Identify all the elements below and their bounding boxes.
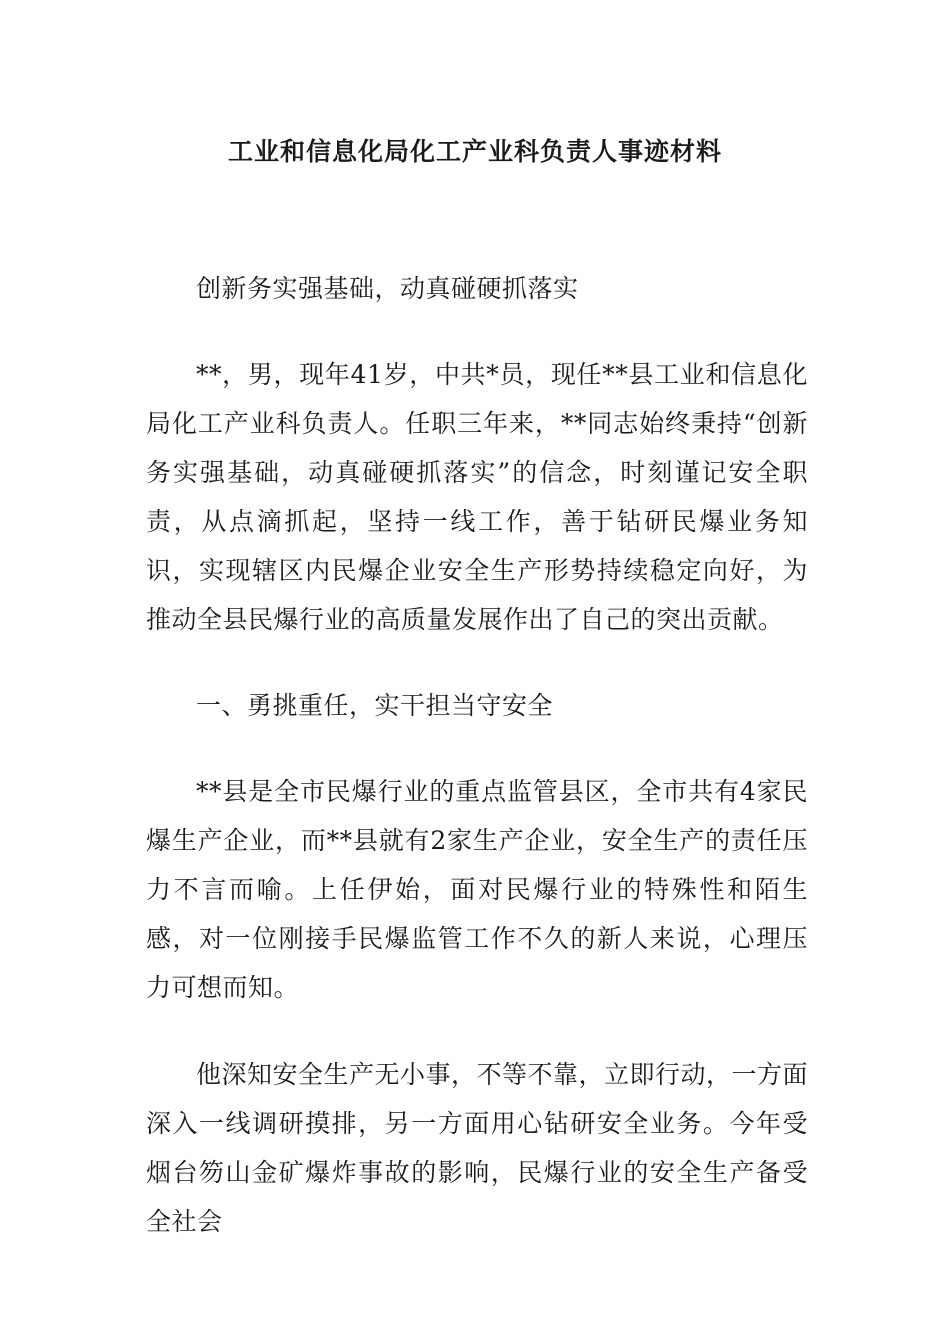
- document-subtitle: 创新务实强基础，动真碰硬抓落实: [196, 274, 579, 303]
- section-heading-1: 一、勇挑重任，实干担当守安全: [196, 691, 554, 720]
- paragraph-3: 他深知安全生产无小事，不等不靠，立即行动，一方面深入一线调研摸排，另一方面用心钻研安全业务。今年受烟台笏山金矿爆炸事故的影响，民爆行业的安全生产备受全社会: [146, 1060, 809, 1236]
- paragraph-2: **县是全市民爆行业的重点监管县区，全市共有4家民爆生产企业，而**县就有2家生产企业，安全生产的责任压力不言而喻。上任伊始，面对民爆行业的特殊性和陌生感，对一位刚接手民爆监管工作不久的新人来说，心理压力可想而知。: [146, 777, 808, 1002]
- paragraph-intro: **，男，现年41岁，中共*员，现任**县工业和信息化局化工产业科负责人。任职三年来，**同志始终秉持“创新务实强基础，动真碰硬抓落实”的信念，时刻谨记安全职责，从点滴抓起，坚持一线工作，善于钻研民爆业务知识，实现辖区内民爆企业安全生产形势持续稳定向好，为推动全县民爆行业的高质量发展作出了自己的突出贡献。: [146, 360, 808, 634]
- document-title: 工业和信息化局化工产业科负责人事迹材料: [227, 137, 722, 166]
